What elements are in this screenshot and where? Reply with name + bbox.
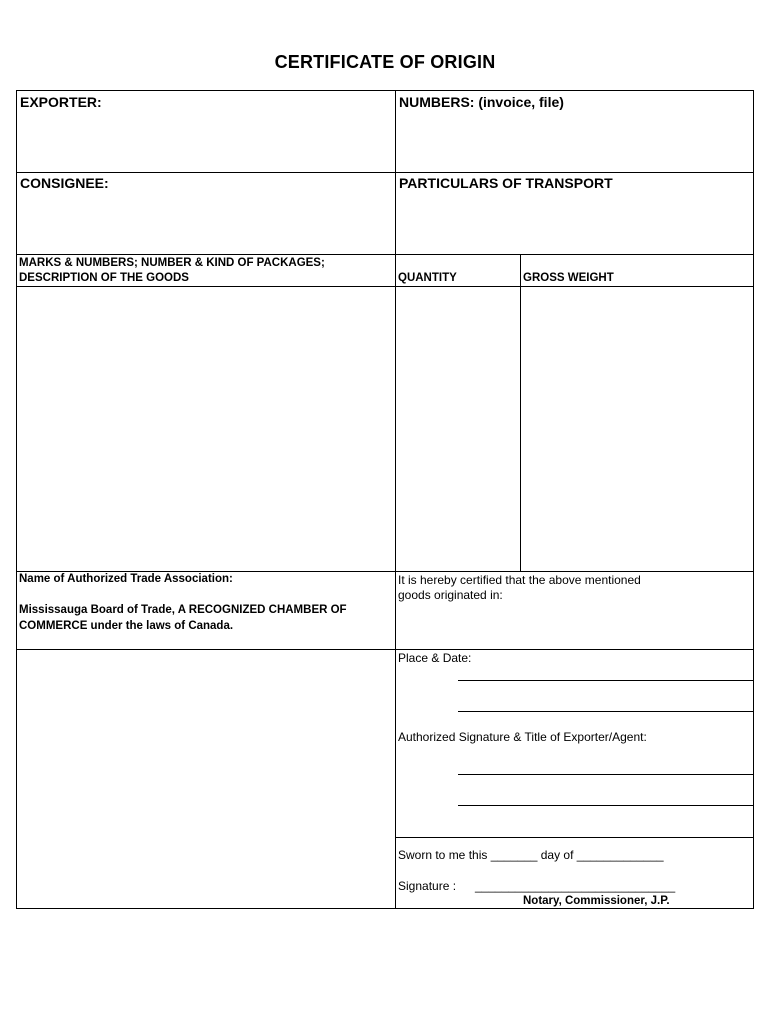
association-name-line1: Mississauga Board of Trade, A RECOGNIZED CHAMBER OF: [19, 604, 347, 616]
gross-weight-label: GROSS WEIGHT: [523, 272, 614, 284]
consignee-label: CONSIGNEE:: [20, 175, 109, 191]
auth-signature-label: Authorized Signature & Title of Exporter/Agent:: [398, 730, 647, 744]
place-date-line-1[interactable]: [458, 680, 753, 681]
transport-label: PARTICULARS OF TRANSPORT: [399, 175, 613, 191]
sworn-text: Sworn to me this _______ day of _____________: [398, 848, 664, 862]
consignee-field[interactable]: [17, 192, 394, 253]
place-date-line-2[interactable]: [458, 711, 753, 712]
goods-header-line1: MARKS & NUMBERS; NUMBER & KIND OF PACKAGES;: [19, 257, 325, 269]
goods-header-line2: DESCRIPTION OF THE GOODS: [19, 272, 189, 284]
association-label: Name of Authorized Trade Association:: [19, 573, 233, 585]
exporter-label: EXPORTER:: [20, 94, 102, 110]
auth-signature-line-1[interactable]: [458, 774, 753, 775]
origin-field[interactable]: [396, 605, 753, 648]
sworn-divider: [395, 837, 754, 838]
place-date-label: Place & Date:: [398, 651, 472, 665]
numbers-field[interactable]: [396, 110, 753, 171]
association-name-line2: COMMERCE under the laws of Canada.: [19, 620, 234, 632]
exporter-field[interactable]: [17, 110, 394, 171]
certified-text-line1: It is hereby certified that the above mentioned: [398, 573, 641, 587]
numbers-label: NUMBERS: (invoice, file): [399, 94, 564, 110]
signature-label: Signature :: [398, 879, 457, 893]
notary-signature-blank[interactable]: ______________________________: [475, 879, 676, 893]
auth-signature-line-2[interactable]: [458, 805, 753, 806]
document-title: CERTIFICATE OF ORIGIN: [274, 52, 496, 72]
quantity-field[interactable]: [396, 287, 519, 570]
notary-label: Notary, Commissioner, J.P.: [523, 895, 670, 907]
goods-description-field[interactable]: [17, 287, 394, 570]
transport-field[interactable]: [396, 192, 753, 253]
row-divider-2: [16, 254, 754, 255]
gross-weight-field[interactable]: [521, 287, 753, 570]
row-divider-1: [16, 172, 754, 173]
quantity-label: QUANTITY: [398, 272, 457, 284]
certified-text-line2: goods originated in:: [398, 588, 503, 602]
stamp-area: [17, 650, 394, 908]
